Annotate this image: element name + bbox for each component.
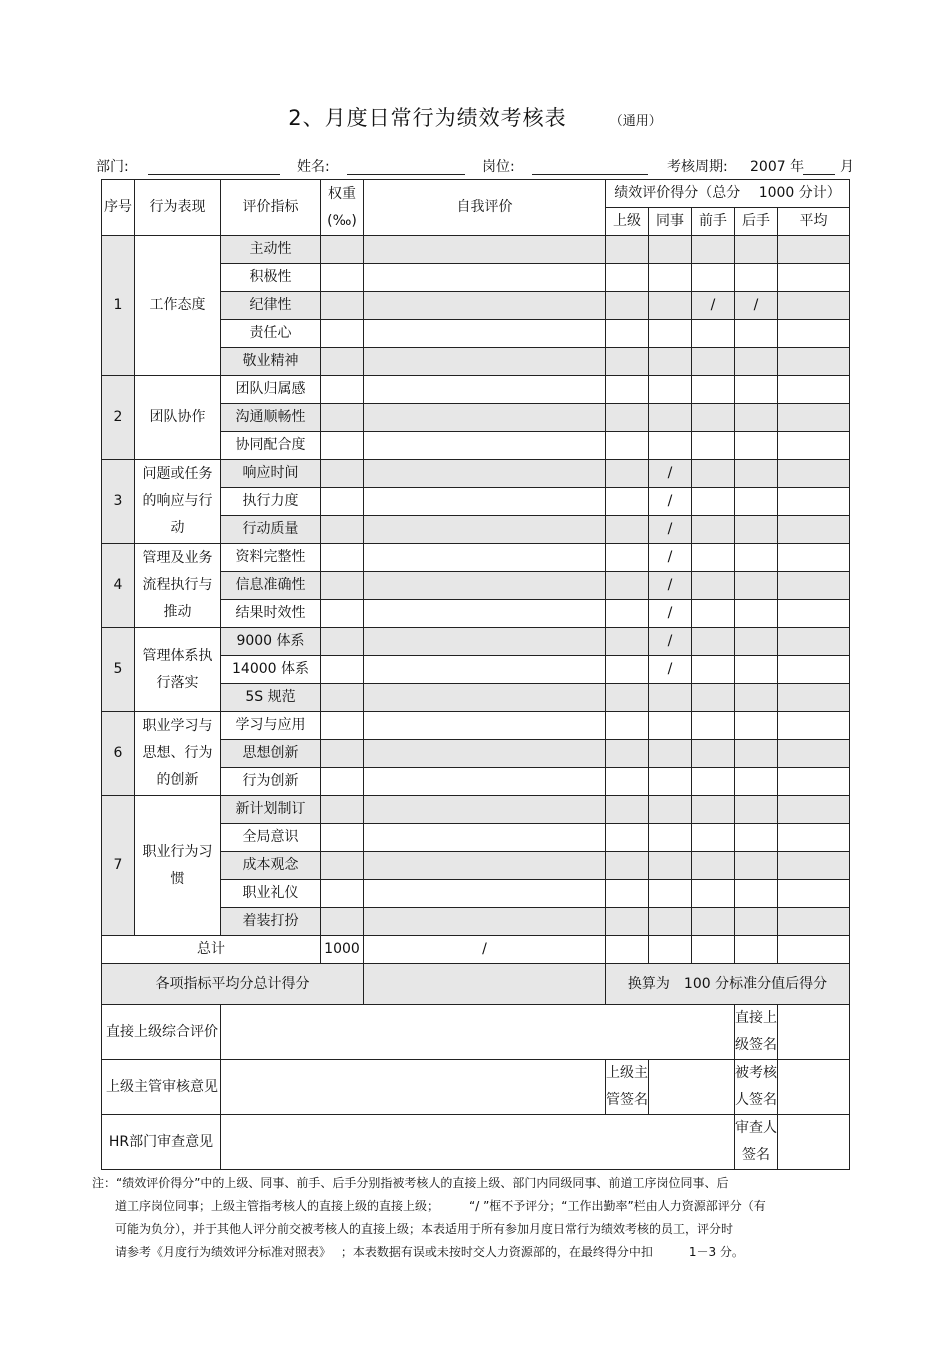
year-text: 2007 年 bbox=[750, 159, 805, 175]
weight-cell[interactable] bbox=[321, 404, 364, 432]
self-eval-cell[interactable] bbox=[364, 544, 606, 572]
superior-score-cell[interactable] bbox=[606, 432, 649, 460]
average-score-cell[interactable] bbox=[778, 908, 850, 936]
average-score-cell[interactable] bbox=[778, 460, 850, 488]
self-eval-cell[interactable] bbox=[364, 516, 606, 544]
header-fields bbox=[96, 156, 856, 178]
superior-score-cell[interactable] bbox=[606, 768, 649, 796]
predecessor-score-cell[interactable] bbox=[692, 796, 735, 824]
converted-score-label: 换算为 100 分标准分值后得分 bbox=[606, 964, 850, 1005]
superior-score-cell[interactable] bbox=[606, 460, 649, 488]
group-number: 2 bbox=[102, 376, 135, 460]
colleague-score-cell[interactable] bbox=[649, 908, 692, 936]
successor-score-cell[interactable] bbox=[735, 376, 778, 404]
footnote bbox=[92, 1172, 852, 1264]
sup-review-field[interactable] bbox=[221, 1060, 606, 1115]
successor-score-cell[interactable] bbox=[735, 432, 778, 460]
indicator-name: 积极性 bbox=[221, 264, 321, 292]
predecessor-score-cell[interactable] bbox=[692, 348, 735, 376]
predecessor-score-cell[interactable]: / bbox=[692, 292, 735, 320]
self-eval-cell[interactable] bbox=[364, 600, 606, 628]
month-field[interactable] bbox=[803, 174, 835, 175]
group-number: 5 bbox=[102, 628, 135, 712]
total-label: 总计 bbox=[102, 936, 321, 964]
average-score-cell[interactable] bbox=[778, 712, 850, 740]
colleague-score-cell[interactable]: / bbox=[649, 572, 692, 600]
superior-score-cell[interactable] bbox=[606, 740, 649, 768]
score-group-header: 绩效评价得分（总分 1000 分计） bbox=[606, 180, 850, 208]
self-eval-cell[interactable] bbox=[364, 432, 606, 460]
total-colleague-cell[interactable] bbox=[649, 936, 692, 964]
average-score-cell[interactable] bbox=[778, 740, 850, 768]
colleague-score-cell[interactable] bbox=[649, 404, 692, 432]
period-label: 考核周期: bbox=[667, 159, 728, 175]
self-eval-cell[interactable] bbox=[364, 656, 606, 684]
average-score-cell[interactable] bbox=[778, 404, 850, 432]
predecessor-score-cell[interactable] bbox=[692, 628, 735, 656]
group-number: 1 bbox=[102, 236, 135, 376]
superior-score-cell[interactable] bbox=[606, 264, 649, 292]
group-behavior: 团队协作 bbox=[135, 376, 221, 460]
superior-score-cell[interactable] bbox=[606, 712, 649, 740]
weight-cell[interactable] bbox=[321, 852, 364, 880]
weight-cell[interactable] bbox=[321, 348, 364, 376]
weight-cell[interactable] bbox=[321, 376, 364, 404]
col-self-eval-header: 自我评价 bbox=[364, 180, 606, 236]
indicator-row bbox=[102, 628, 850, 656]
average-score-cell[interactable] bbox=[778, 516, 850, 544]
indicator-name: 职业礼仪 bbox=[221, 880, 321, 908]
superior-score-cell[interactable] bbox=[606, 544, 649, 572]
group-behavior: 管理体系执行落实 bbox=[135, 628, 221, 712]
indicator-name: 5S 规范 bbox=[221, 684, 321, 712]
self-eval-cell[interactable] bbox=[364, 292, 606, 320]
indicator-row bbox=[102, 544, 850, 572]
indicator-name: 资料完整性 bbox=[221, 544, 321, 572]
note-line: 可能为负分），并于其他人评分前交被考核人的直接上级；本表适用于所有参加月度日常行为绩效考核的员工，评分时 bbox=[115, 1222, 734, 1236]
post-field[interactable] bbox=[532, 174, 648, 175]
indicator-name: 学习与应用 bbox=[221, 712, 321, 740]
superior-score-cell[interactable] bbox=[606, 348, 649, 376]
superior-score-cell[interactable] bbox=[606, 320, 649, 348]
group-number: 3 bbox=[102, 460, 135, 544]
group-number: 7 bbox=[102, 796, 135, 936]
weight-unit: (‰) bbox=[327, 212, 357, 229]
total-pre-cell[interactable] bbox=[692, 936, 735, 964]
successor-score-cell[interactable]: / bbox=[735, 292, 778, 320]
direct-eval-field[interactable] bbox=[221, 1005, 735, 1060]
average-score-cell[interactable] bbox=[778, 880, 850, 908]
examinee-sign-label: 被考核人签名 bbox=[735, 1060, 778, 1115]
superior-score-cell[interactable] bbox=[606, 908, 649, 936]
reviewer-sign-field[interactable] bbox=[778, 1115, 850, 1170]
superior-score-cell[interactable] bbox=[606, 376, 649, 404]
weight-cell[interactable] bbox=[321, 460, 364, 488]
indicator-name: 主动性 bbox=[221, 236, 321, 264]
successor-score-cell[interactable] bbox=[735, 544, 778, 572]
colleague-score-cell[interactable]: / bbox=[649, 600, 692, 628]
indicator-name: 9000 体系 bbox=[221, 628, 321, 656]
average-score-cell[interactable] bbox=[778, 768, 850, 796]
colleague-score-cell[interactable] bbox=[649, 292, 692, 320]
self-eval-cell[interactable] bbox=[364, 236, 606, 264]
group-number: 4 bbox=[102, 544, 135, 628]
superior-score-cell[interactable] bbox=[606, 656, 649, 684]
indicator-name: 责任心 bbox=[221, 320, 321, 348]
successor-score-cell[interactable] bbox=[735, 264, 778, 292]
self-eval-cell[interactable] bbox=[364, 740, 606, 768]
form-subtitle: （通用） bbox=[609, 114, 662, 129]
weight-cell[interactable] bbox=[321, 880, 364, 908]
total-average-cell[interactable] bbox=[778, 936, 850, 964]
successor-score-cell[interactable] bbox=[735, 712, 778, 740]
average-score-cell[interactable] bbox=[778, 348, 850, 376]
predecessor-score-cell[interactable] bbox=[692, 572, 735, 600]
colleague-score-cell[interactable] bbox=[649, 432, 692, 460]
average-score-cell[interactable] bbox=[778, 236, 850, 264]
indicator-row bbox=[102, 376, 850, 404]
colleague-score-cell[interactable] bbox=[649, 264, 692, 292]
col-weight-header bbox=[321, 180, 364, 236]
colleague-score-cell[interactable] bbox=[649, 796, 692, 824]
superior-score-cell[interactable] bbox=[606, 292, 649, 320]
weight-cell[interactable] bbox=[321, 824, 364, 852]
total-weight: 1000 bbox=[321, 936, 364, 964]
successor-score-cell[interactable] bbox=[735, 656, 778, 684]
self-eval-cell[interactable] bbox=[364, 712, 606, 740]
predecessor-score-cell[interactable] bbox=[692, 488, 735, 516]
name-label: 姓名: bbox=[297, 159, 330, 175]
col-indicator-header: 评价指标 bbox=[221, 180, 321, 236]
indicator-name: 14000 体系 bbox=[221, 656, 321, 684]
direct-eval-label: 直接上级综合评价 bbox=[102, 1005, 221, 1060]
self-eval-cell[interactable] bbox=[364, 684, 606, 712]
indicator-name: 协同配合度 bbox=[221, 432, 321, 460]
appraisal-table bbox=[101, 179, 850, 1170]
predecessor-score-cell[interactable] bbox=[692, 544, 735, 572]
self-eval-cell[interactable] bbox=[364, 796, 606, 824]
group-behavior: 管理及业务流程执行与推动 bbox=[135, 544, 221, 628]
predecessor-score-cell[interactable] bbox=[692, 880, 735, 908]
weight-cell[interactable] bbox=[321, 516, 364, 544]
average-score-cell[interactable] bbox=[778, 320, 850, 348]
successor-score-cell[interactable] bbox=[735, 488, 778, 516]
average-score-cell[interactable] bbox=[778, 292, 850, 320]
indicator-name: 敬业精神 bbox=[221, 348, 321, 376]
col-successor-header: 后手 bbox=[735, 208, 778, 236]
indicator-name: 沟通顺畅性 bbox=[221, 404, 321, 432]
indicator-name: 执行力度 bbox=[221, 488, 321, 516]
total-superior-cell[interactable] bbox=[606, 936, 649, 964]
weight-cell[interactable] bbox=[321, 768, 364, 796]
colleague-score-cell[interactable] bbox=[649, 880, 692, 908]
self-eval-cell[interactable] bbox=[364, 908, 606, 936]
predecessor-score-cell[interactable] bbox=[692, 684, 735, 712]
weight-cell[interactable] bbox=[321, 796, 364, 824]
superior-score-cell[interactable] bbox=[606, 796, 649, 824]
indicator-name: 团队归属感 bbox=[221, 376, 321, 404]
self-eval-cell[interactable] bbox=[364, 376, 606, 404]
predecessor-score-cell[interactable] bbox=[692, 712, 735, 740]
predecessor-score-cell[interactable] bbox=[692, 908, 735, 936]
weight-cell[interactable] bbox=[321, 656, 364, 684]
weight-cell[interactable] bbox=[321, 600, 364, 628]
indicator-name: 着装打扮 bbox=[221, 908, 321, 936]
group-number: 6 bbox=[102, 712, 135, 796]
colleague-score-cell[interactable]: / bbox=[649, 460, 692, 488]
sup-sign-field[interactable] bbox=[649, 1060, 735, 1115]
hr-review-label: HR部门审查意见 bbox=[102, 1115, 221, 1170]
col-superior-header: 上级 bbox=[606, 208, 649, 236]
colleague-score-cell[interactable]: / bbox=[649, 516, 692, 544]
weight-cell[interactable] bbox=[321, 292, 364, 320]
dept-label: 部门: bbox=[96, 159, 129, 175]
successor-score-cell[interactable] bbox=[735, 236, 778, 264]
predecessor-score-cell[interactable] bbox=[692, 740, 735, 768]
successor-score-cell[interactable] bbox=[735, 572, 778, 600]
successor-score-cell[interactable] bbox=[735, 852, 778, 880]
predecessor-score-cell[interactable] bbox=[692, 432, 735, 460]
col-seq-header: 序号 bbox=[102, 180, 135, 236]
superior-score-cell[interactable] bbox=[606, 236, 649, 264]
weight-cell[interactable] bbox=[321, 740, 364, 768]
col-colleague-header: 同事 bbox=[649, 208, 692, 236]
note-line: 道工序岗位同事；上级主管指考核人的直接上级的直接上级； “/ ”框不予评分；“工作出勤率”栏由人力资源部评分（有 bbox=[115, 1199, 766, 1213]
indicator-row bbox=[102, 236, 850, 264]
indicator-name: 全局意识 bbox=[221, 824, 321, 852]
weight-cell[interactable] bbox=[321, 488, 364, 516]
colleague-score-cell[interactable] bbox=[649, 236, 692, 264]
indicator-name: 思想创新 bbox=[221, 740, 321, 768]
successor-score-cell[interactable] bbox=[735, 516, 778, 544]
superior-score-cell[interactable] bbox=[606, 628, 649, 656]
successor-score-cell[interactable] bbox=[735, 796, 778, 824]
weight-cell[interactable] bbox=[321, 320, 364, 348]
note-line: 注：“绩效评价得分”中的上级、同事、前手、后手分别指被考核人的直接上级、部门内同级同事、前道工序岗位同事、后 bbox=[92, 1176, 729, 1190]
average-score-cell[interactable] bbox=[778, 824, 850, 852]
indicator-name: 结果时效性 bbox=[221, 600, 321, 628]
average-score-cell[interactable] bbox=[778, 796, 850, 824]
self-eval-cell[interactable] bbox=[364, 768, 606, 796]
superior-score-cell[interactable] bbox=[606, 488, 649, 516]
colleague-score-cell[interactable] bbox=[649, 712, 692, 740]
superior-score-cell[interactable] bbox=[606, 572, 649, 600]
indicator-row bbox=[102, 712, 850, 740]
weight-cell[interactable] bbox=[321, 628, 364, 656]
average-score-cell[interactable] bbox=[778, 656, 850, 684]
predecessor-score-cell[interactable] bbox=[692, 852, 735, 880]
predecessor-score-cell[interactable] bbox=[692, 768, 735, 796]
self-eval-cell[interactable] bbox=[364, 488, 606, 516]
average-score-cell[interactable] bbox=[778, 264, 850, 292]
colleague-score-cell[interactable] bbox=[649, 740, 692, 768]
colleague-score-cell[interactable]: / bbox=[649, 656, 692, 684]
successor-score-cell[interactable] bbox=[735, 768, 778, 796]
self-eval-cell[interactable] bbox=[364, 320, 606, 348]
indicator-name: 信息准确性 bbox=[221, 572, 321, 600]
colleague-score-cell[interactable] bbox=[649, 824, 692, 852]
indicator-name: 响应时间 bbox=[221, 460, 321, 488]
self-eval-cell[interactable] bbox=[364, 264, 606, 292]
weight-cell[interactable] bbox=[321, 264, 364, 292]
weight-label: 权重 bbox=[328, 185, 356, 202]
predecessor-score-cell[interactable] bbox=[692, 320, 735, 348]
examinee-sign-field[interactable] bbox=[778, 1060, 850, 1115]
self-eval-cell[interactable] bbox=[364, 628, 606, 656]
total-post-cell[interactable] bbox=[735, 936, 778, 964]
colleague-score-cell[interactable] bbox=[649, 684, 692, 712]
weight-cell[interactable] bbox=[321, 236, 364, 264]
col-predecessor-header: 前手 bbox=[692, 208, 735, 236]
month-text: 月 bbox=[840, 159, 854, 175]
average-score-cell[interactable] bbox=[778, 432, 850, 460]
superior-score-cell[interactable] bbox=[606, 600, 649, 628]
predecessor-score-cell[interactable] bbox=[692, 236, 735, 264]
predecessor-score-cell[interactable] bbox=[692, 824, 735, 852]
superior-score-cell[interactable] bbox=[606, 516, 649, 544]
form-title-block bbox=[0, 102, 950, 132]
weight-cell[interactable] bbox=[321, 684, 364, 712]
indicator-name: 行为创新 bbox=[221, 768, 321, 796]
colleague-score-cell[interactable] bbox=[649, 320, 692, 348]
predecessor-score-cell[interactable] bbox=[692, 376, 735, 404]
group-behavior: 工作态度 bbox=[135, 236, 221, 376]
average-score-cell[interactable] bbox=[778, 544, 850, 572]
colleague-score-cell[interactable]: / bbox=[649, 544, 692, 572]
sup-sign-label: 上级主管签名 bbox=[606, 1060, 649, 1115]
group-behavior: 职业学习与思想、行为的创新 bbox=[135, 712, 221, 796]
group-behavior: 问题或任务的响应与行动 bbox=[135, 460, 221, 544]
colleague-score-cell[interactable] bbox=[649, 348, 692, 376]
successor-score-cell[interactable] bbox=[735, 600, 778, 628]
weight-cell[interactable] bbox=[321, 572, 364, 600]
self-eval-cell[interactable] bbox=[364, 852, 606, 880]
reviewer-sign-label: 审查人签名 bbox=[735, 1115, 778, 1170]
self-eval-cell[interactable] bbox=[364, 460, 606, 488]
self-eval-cell[interactable] bbox=[364, 572, 606, 600]
indicator-name: 成本观念 bbox=[221, 852, 321, 880]
avg-total-cell[interactable] bbox=[364, 964, 606, 1005]
colleague-score-cell[interactable] bbox=[649, 768, 692, 796]
successor-score-cell[interactable] bbox=[735, 880, 778, 908]
average-score-cell[interactable] bbox=[778, 628, 850, 656]
colleague-score-cell[interactable] bbox=[649, 852, 692, 880]
average-score-cell[interactable] bbox=[778, 852, 850, 880]
sup-review-label: 上级主管审核意见 bbox=[102, 1060, 221, 1115]
indicator-row bbox=[102, 796, 850, 824]
group-behavior: 职业行为习惯 bbox=[135, 796, 221, 936]
name-field[interactable] bbox=[347, 174, 465, 175]
superior-score-cell[interactable] bbox=[606, 404, 649, 432]
superior-score-cell[interactable] bbox=[606, 684, 649, 712]
form-title: 2、月度日常行为绩效考核表 bbox=[288, 106, 567, 130]
colleague-score-cell[interactable]: / bbox=[649, 488, 692, 516]
successor-score-cell[interactable] bbox=[735, 404, 778, 432]
superior-score-cell[interactable] bbox=[606, 880, 649, 908]
average-score-cell[interactable] bbox=[778, 684, 850, 712]
self-eval-cell[interactable] bbox=[364, 404, 606, 432]
self-eval-cell[interactable] bbox=[364, 348, 606, 376]
colleague-score-cell[interactable]: / bbox=[649, 628, 692, 656]
indicator-name: 纪律性 bbox=[221, 292, 321, 320]
total-self: / bbox=[364, 936, 606, 964]
avg-total-label: 各项指标平均分总计得分 bbox=[102, 964, 364, 1005]
note-line: 请参考《月度行为绩效评分标准对照表》 ；本表数据有误或未按时交人力资源部的，在最终得分中扣 1－3 分。 bbox=[115, 1245, 744, 1259]
dept-field[interactable] bbox=[148, 174, 280, 175]
direct-sign-field[interactable] bbox=[778, 1005, 850, 1060]
col-average-header: 平均 bbox=[778, 208, 850, 236]
weight-cell[interactable] bbox=[321, 432, 364, 460]
average-score-cell[interactable] bbox=[778, 376, 850, 404]
average-score-cell[interactable] bbox=[778, 572, 850, 600]
weight-cell[interactable] bbox=[321, 712, 364, 740]
predecessor-score-cell[interactable] bbox=[692, 404, 735, 432]
post-label: 岗位: bbox=[482, 159, 515, 175]
indicator-name: 新计划制订 bbox=[221, 796, 321, 824]
successor-score-cell[interactable] bbox=[735, 824, 778, 852]
superior-score-cell[interactable] bbox=[606, 824, 649, 852]
superior-score-cell[interactable] bbox=[606, 852, 649, 880]
self-eval-cell[interactable] bbox=[364, 824, 606, 852]
weight-cell[interactable] bbox=[321, 544, 364, 572]
predecessor-score-cell[interactable] bbox=[692, 656, 735, 684]
indicator-name: 行动质量 bbox=[221, 516, 321, 544]
average-score-cell[interactable] bbox=[778, 600, 850, 628]
colleague-score-cell[interactable] bbox=[649, 376, 692, 404]
successor-score-cell[interactable] bbox=[735, 908, 778, 936]
col-behavior-header: 行为表现 bbox=[135, 180, 221, 236]
hr-review-field[interactable] bbox=[221, 1115, 735, 1170]
successor-score-cell[interactable] bbox=[735, 348, 778, 376]
successor-score-cell[interactable] bbox=[735, 628, 778, 656]
successor-score-cell[interactable] bbox=[735, 320, 778, 348]
predecessor-score-cell[interactable] bbox=[692, 460, 735, 488]
predecessor-score-cell[interactable] bbox=[692, 600, 735, 628]
successor-score-cell[interactable] bbox=[735, 460, 778, 488]
predecessor-score-cell[interactable] bbox=[692, 264, 735, 292]
predecessor-score-cell[interactable] bbox=[692, 516, 735, 544]
successor-score-cell[interactable] bbox=[735, 740, 778, 768]
average-score-cell[interactable] bbox=[778, 488, 850, 516]
indicator-row bbox=[102, 460, 850, 488]
direct-sign-label: 直接上级签名 bbox=[735, 1005, 778, 1060]
weight-cell[interactable] bbox=[321, 908, 364, 936]
successor-score-cell[interactable] bbox=[735, 684, 778, 712]
self-eval-cell[interactable] bbox=[364, 880, 606, 908]
